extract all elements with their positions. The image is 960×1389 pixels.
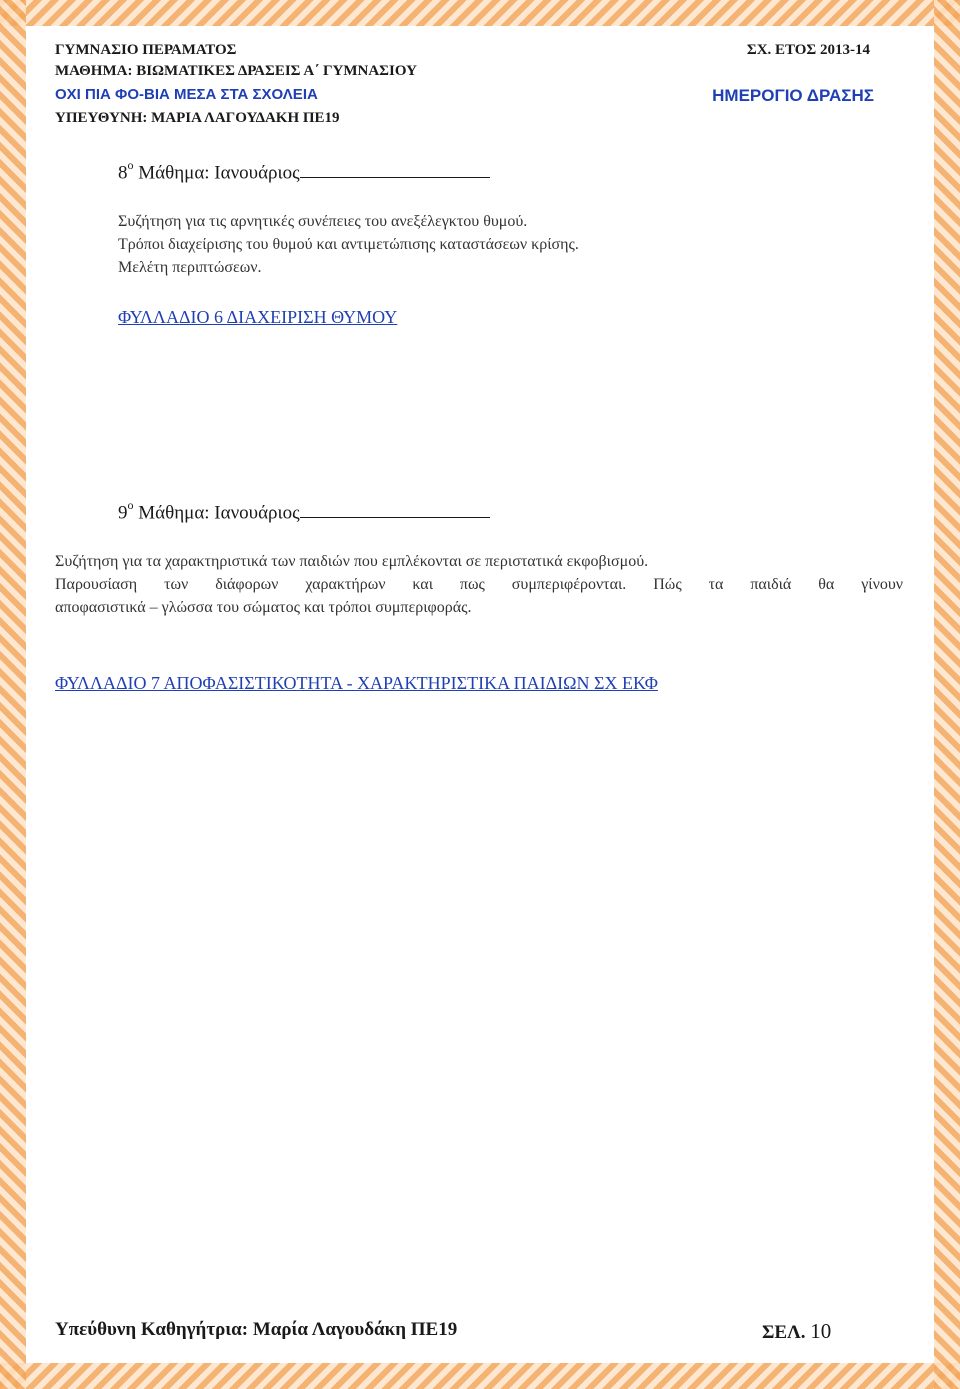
decorative-border-left — [0, 0, 26, 1389]
lesson-8-line-3: Μελέτη περιπτώσεων. — [118, 259, 262, 276]
lesson-8-line-2: Τρόποι διαχείρισης του θυμού και αντιμετώπισης καταστάσεων κρίσης. — [118, 236, 579, 253]
lesson-8-line-1: Συζήτηση για τις αρνητικές συνέπειες του ανεξέλεγκτου θυμού. — [118, 213, 528, 230]
lesson-9-line-1: Συζήτηση για τα χαρακτηριστικά των παιδιών που εμπλέκονται σε περιστατικά εκφοβισμού. — [55, 553, 649, 570]
footer-page-number: 10 — [810, 1319, 832, 1343]
lesson-8-title: Μάθημα: Ιανουάριος — [138, 162, 300, 184]
lesson-9-line-2: Παρουσίαση των διάφορων χαρακτήρων και πως συμπεριφέρονται. Πώς τα παιδιά θα γίνουν — [55, 576, 903, 593]
handout-7-link[interactable]: ΦΥΛΛΑΔΙΟ 7 ΑΠΟΦΑΣΙΣΤΙΚΟΤΗΤΑ - ΧΑΡΑΚΤΗΡΙΣΤΙΚΑ ΠΑΙΔΙΩΝ ΣΧ ΕΚΦ — [55, 673, 658, 693]
handout-6-link[interactable]: ΦΥΛΛΑΔΙΟ 6 ΔΙΑΧΕΙΡΙΣΗ ΘΥΜΟΥ — [118, 307, 398, 327]
header-course: ΜΑΘΗΜΑ: ΒΙΩΜΑΤΙΚΕΣ ΔΡΑΣΕΙΣ Α΄ ΓΥΜΝΑΣΙΟΥ — [55, 63, 417, 79]
header-responsible: ΥΠΕΥΘΥΝΗ: ΜΑΡΙΑ ΛΑΓΟΥΔΑΚΗ ΠΕ19 — [55, 110, 340, 126]
decorative-border-top — [0, 0, 960, 26]
header-program: ΟΧΙ ΠΙΑ ΦΟ-ΒΙΑ ΜΕΣΑ ΣΤΑ ΣΧΟΛΕΙΑ — [55, 86, 318, 103]
footer-page-label: ΣΕΛ. — [762, 1322, 806, 1343]
decorative-border-right — [934, 0, 960, 1389]
footer-teacher: Υπεύθυνη Καθηγήτρια: Μαρία Λαγουδάκη ΠΕ19 — [55, 1319, 458, 1340]
lesson-8-blank-line — [300, 163, 490, 178]
lesson-9-line-3: αποφασιστικά – γλώσσα του σώματος και τρόποι συμπεριφοράς. — [55, 599, 472, 616]
lesson-8-heading — [118, 160, 490, 184]
lesson-8-number: 8 — [118, 162, 128, 184]
lesson-9-blank-line — [300, 503, 490, 518]
lesson-9-number: 9 — [118, 502, 128, 524]
header-school-year: ΣΧ. ΕΤΟΣ 2013-14 — [746, 42, 870, 58]
lesson-8-ordinal: ο — [127, 158, 134, 172]
lesson-9-ordinal: ο — [127, 498, 134, 512]
lesson-9-heading — [118, 500, 490, 524]
decorative-border-bottom — [0, 1363, 960, 1389]
lesson-9-title: Μάθημα: Ιανουάριος — [138, 502, 300, 524]
header-school: ΓΥΜΝΑΣΙΟ ΠΕΡΑΜΑΤΟΣ — [55, 42, 237, 58]
header-diary: ΗΜΕΡΟΓΙΟ ΔΡΑΣΗΣ — [712, 86, 874, 105]
footer-page — [762, 1319, 831, 1344]
